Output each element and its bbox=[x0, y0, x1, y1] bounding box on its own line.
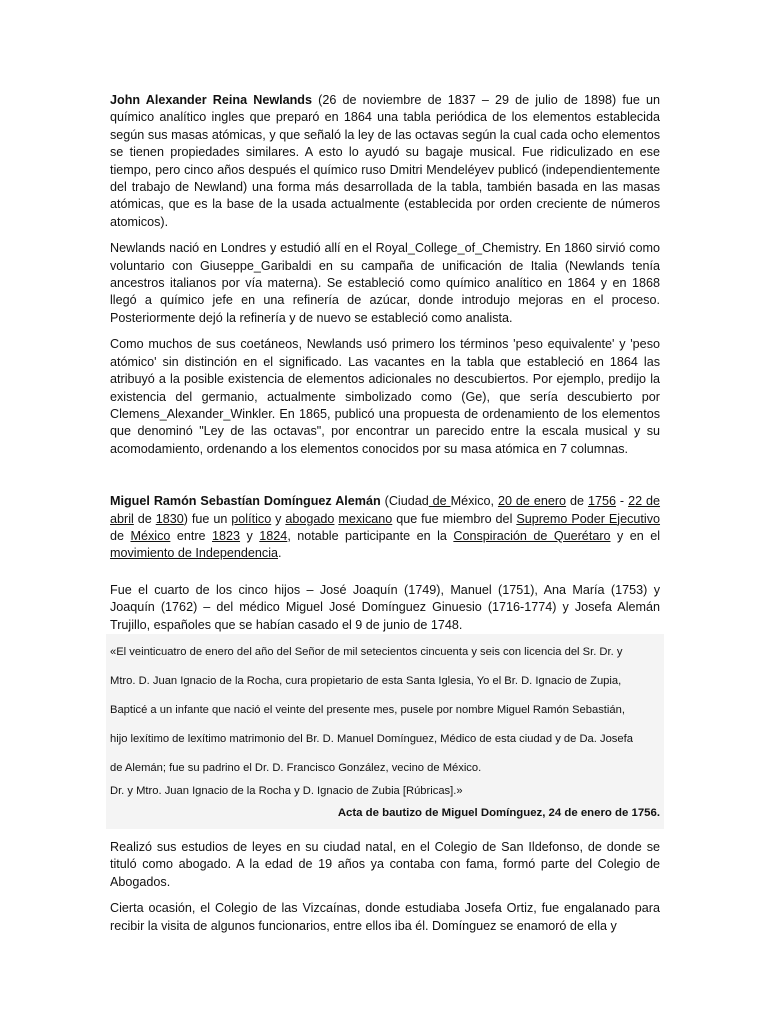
link-supremo-poder-ejecutivo[interactable]: Supremo Poder Ejecutivo bbox=[516, 511, 661, 526]
link-politico[interactable]: político bbox=[231, 511, 272, 526]
newlands-name: John Alexander Reina Newlands bbox=[110, 93, 313, 107]
text-fragment: de bbox=[566, 494, 588, 509]
text-fragment: de bbox=[133, 511, 156, 526]
link-20-de-enero[interactable]: 20 de enero bbox=[497, 494, 567, 509]
newlands-intro-text: (26 de noviembre de 1837 – 29 de julio de 1898) fue un químico analítico ingles que preparó en 1864 una tabla periódica de los elementos establecida según sus masas atómicas, y que señaló la ley de las octavas según la cual cada ocho elementos se tienen propiedades similares. A esto lo ayudó su bagaje musical. Fue ridiculizado en ese tiempo, pero cinco años después el químico ruso Dmitri Mendeléyev publicó (independientemente del trabajo de Newland) una forma más desarrollada de la tabla, también basada en las masas atómicas, que es la base de la usada actualmente (establecida por orden creciente de números atomicos). bbox=[110, 93, 660, 229]
quote-line: Bapticé a un infante que nació el veinte del presente mes, pusele por nombre Miguel Ramón Sebastián, bbox=[110, 703, 625, 716]
dominguez-studies-paragraph: Realizó sus estudios de leyes en su ciudad natal, en el Colegio de San Ildefonso, de donde se tituló como abogado. A la edad de 19 años ya contaba con fama, formó parte del Colegio de Abogados. bbox=[110, 839, 660, 889]
dominguez-family-paragraph: Fue el cuarto de los cinco hijos – José Joaquín (1749), Manuel (1751), Ana María (1753) y Joaquín (1762) – del médico Miguel José Domínguez Ginuesio (1716-1774) y Josefa Alemán Trujillo, españoles que se habían casado el 9 de junio de 1748. bbox=[110, 582, 660, 632]
dominguez-vizcainas-paragraph: Cierta ocasión, el Colegio de las Vizcaínas, donde estudiaba Josefa Ortiz, fue engalanado para recibir la visita de algunos funcionarios, entre ellos iba él. Domínguez se enamoró de ella y bbox=[110, 901, 660, 933]
baptism-quote-block bbox=[106, 634, 664, 829]
text-fragment: ) fue un bbox=[183, 511, 232, 526]
document-page bbox=[110, 92, 660, 944]
link-1824[interactable]: 1824 bbox=[259, 528, 288, 543]
quote-line: Mtro. D. Juan Ignacio de la Rocha, cura propietario de esta Santa Iglesia, Yo el Br. D. Ignacio de Zupia, bbox=[110, 674, 622, 687]
text-fragment: entre bbox=[170, 528, 213, 543]
dominguez-name: Miguel Ramón Sebastían Domínguez Alemán bbox=[110, 494, 381, 509]
link-mexico[interactable]: México bbox=[130, 528, 171, 543]
text-fragment: , notable participante en la bbox=[287, 528, 454, 543]
link-1756[interactable]: 1756 bbox=[587, 494, 616, 509]
text-fragment: y bbox=[271, 511, 286, 526]
quote-line: «El veinticuatro de enero del año del Señor de mil setecientos cincuenta y seis con licencia del Sr. Dr. y bbox=[110, 645, 623, 658]
link-conspiracion-de-queretaro[interactable]: Conspiración de Querétaro bbox=[453, 528, 611, 543]
paragraph-spacer bbox=[110, 572, 660, 582]
link-de[interactable]: de bbox=[428, 494, 451, 509]
quote-line: hijo lexítimo de lexítimo matrimonio del Br. D. Manuel Domínguez, Médico de esta ciudad y de Da. Josefa bbox=[110, 732, 633, 745]
text-fragment: y bbox=[240, 528, 260, 543]
quote-line: Dr. y Mtro. Juan Ignacio de la Rocha y D. Ignacio de Zubia [Rúbricas].» bbox=[110, 784, 463, 797]
text-fragment: de bbox=[110, 528, 131, 543]
link-22-de-abril[interactable]: 22 de abril bbox=[110, 494, 661, 526]
text-fragment: y en el bbox=[610, 528, 661, 543]
text-fragment: (Ciudad bbox=[380, 494, 429, 509]
link-1823[interactable]: 1823 bbox=[212, 528, 241, 543]
text-fragment: . bbox=[278, 546, 282, 561]
newlands-intro-paragraph bbox=[110, 92, 660, 231]
quote-line: de Alemán; fue su padrino el Dr. D. Francisco González, vecino de México. bbox=[110, 761, 482, 774]
link-1830[interactable]: 1830 bbox=[155, 511, 184, 526]
newlands-octaves-paragraph: Como muchos de sus coetáneos, Newlands usó primero los términos 'peso equivalente' y 'peso atómico' sin distinción en el significado. Las vacantes en la tabla que estableció en 1864 las atribuyó a la posible existencia de elementos adicionales no descubiertos. Por ejemplo, predijo la existencia del germanio, actualmente simbolizado como (Ge), que sería descubierto por Clemens_Alexander_Winkler. En 1865, publicó una propuesta de ordenamiento de los elementos que denominó "Ley de las octavas", por encontrar un parecido entre la escala musical y su acomodamiento, ordenando a los elementos conocidos por su masa atómica en 7 columnas. bbox=[110, 337, 660, 456]
dominguez-intro-paragraph bbox=[110, 493, 660, 563]
text-fragment: que fue miembro del bbox=[392, 511, 517, 526]
quote-citation: Acta de bautizo de Miguel Domínguez, 24 de enero de 1756. bbox=[337, 806, 660, 819]
text-fragment: México, bbox=[450, 494, 498, 509]
link-mexicano[interactable]: mexicano bbox=[338, 511, 393, 526]
link-movimiento-de-independencia[interactable]: movimiento de Independencia bbox=[110, 546, 279, 561]
text-fragment: - bbox=[615, 494, 629, 509]
link-abogado[interactable]: abogado bbox=[285, 511, 335, 526]
section-spacer bbox=[110, 467, 660, 493]
newlands-bio-paragraph: Newlands nació en Londres y estudió allí en el Royal_College_of_Chemistry. En 1860 sirvió como voluntario con Giuseppe_Garibaldi en su campaña de unificación de Italia (Newlands tenía ancestros italianos por vía materna). Se estableció como químico analítico en 1864 y en 1868 llegó a químico jefe en una refinería de azúcar, donde introdujo mejoras en el proceso. Posteriormente dejó la refinería y de nuevo se estableció como analista. bbox=[110, 241, 660, 325]
